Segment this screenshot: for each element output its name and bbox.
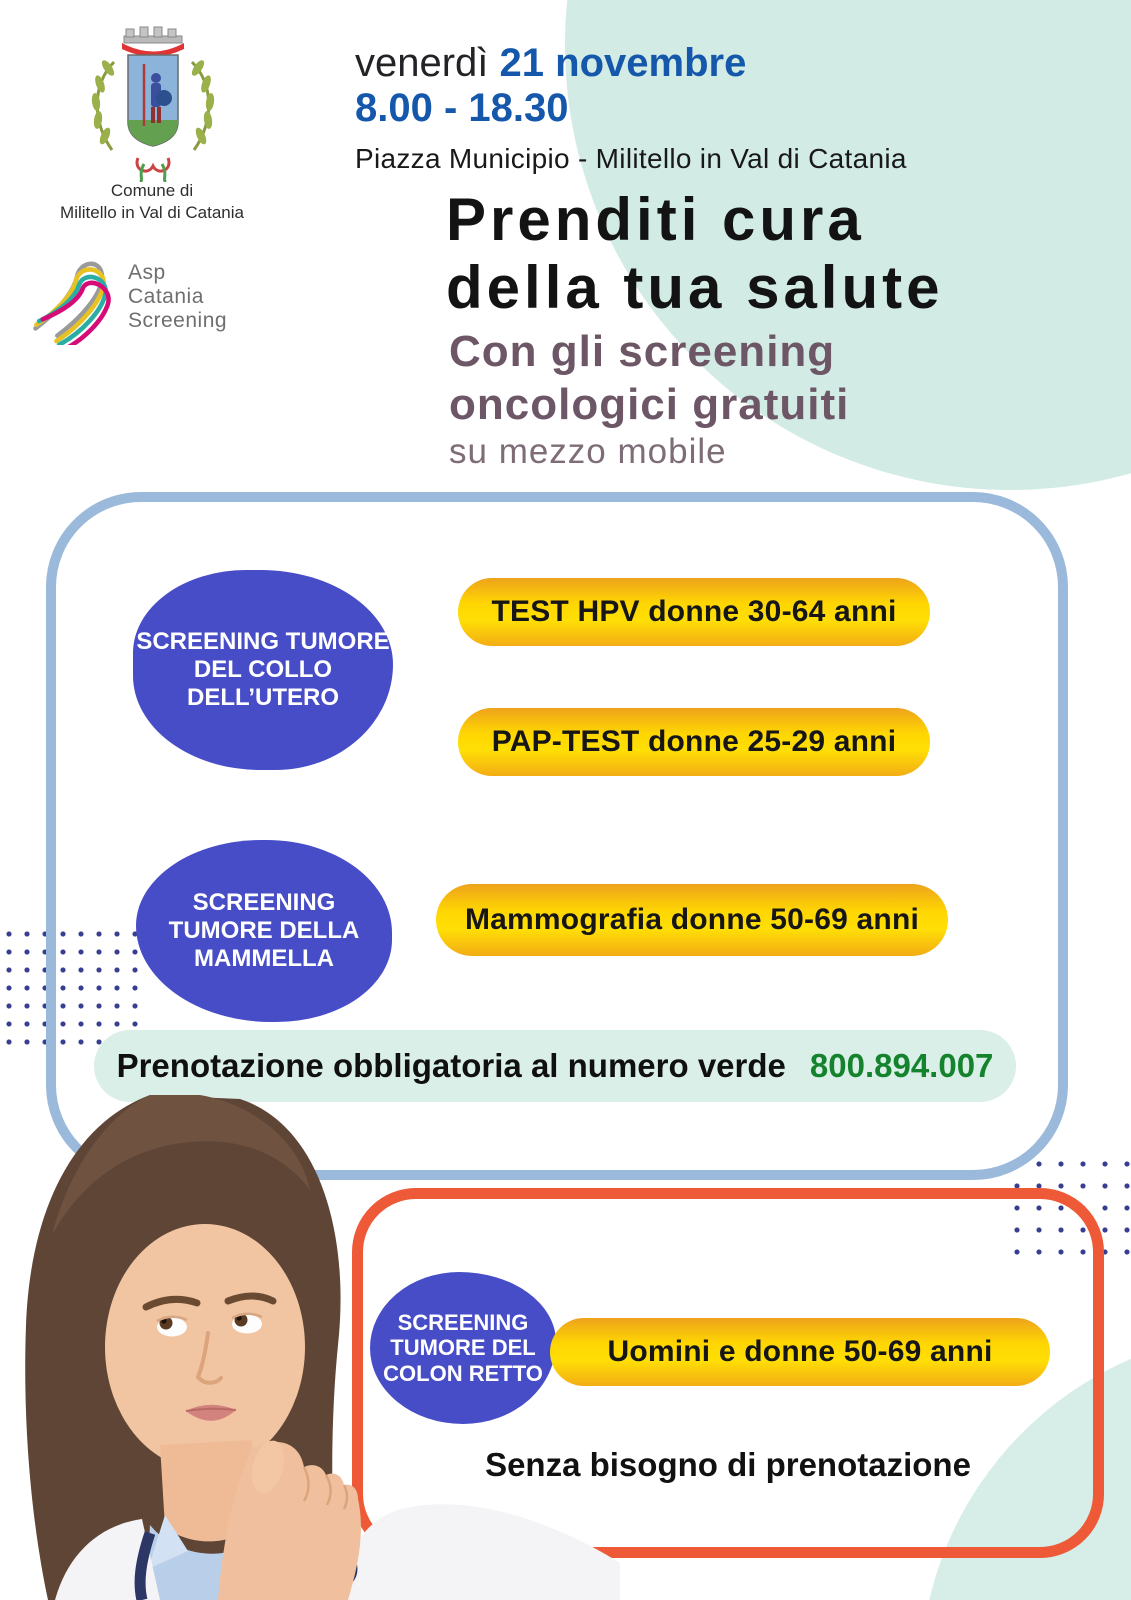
coat-of-arms-icon [78,22,228,182]
booking-phone-number: 800.894.007 [809,1047,994,1084]
cervical-screening-label [133,570,393,770]
poster-subtitle [449,326,849,432]
asp-logo-line3: Screening [128,308,228,332]
title-line2: della tua salute [446,253,944,321]
asp-logo-text [128,261,227,333]
subtitle-line2: oncologici gratuiti [449,379,850,429]
woman-illustration [0,1095,620,1600]
hpv-test-pill [458,578,930,646]
comune-name-line2: Militello in Val di Catania [60,203,244,223]
awareness-ribbon-icon [30,250,130,345]
colorectal-label-line1: SCREENING [397,1309,529,1335]
event-date: 21 novembre [499,41,747,85]
mammography-pill [436,884,948,956]
event-day-date [355,42,907,85]
asp-logo-line2: Catania [128,284,204,308]
event-time: 8.00 - 18.30 [355,86,569,131]
subtitle-mobile-unit: su mezzo mobile [449,432,727,471]
colorectal-audience-pill [550,1318,1050,1386]
poster-title [446,186,943,322]
comune-coat-of-arms-logo [78,22,228,182]
subtitle-line1: Con gli screening [449,327,836,376]
colorectal-label-line3: COLON RETTO [383,1360,543,1386]
booking-text: Prenotazione obbligatoria al numero verde [116,1047,786,1084]
event-day: venerdì [355,41,489,85]
colorectal-label-line2: TUMORE DEL [390,1335,536,1361]
cervical-label-line1: SCREENING TUMORE [136,628,390,656]
asp-screening-logo [30,250,130,350]
colorectal-audience-text: Uomini e donne 50-69 anni [607,1335,993,1368]
breast-label-line2: TUMORE DELLA [168,917,360,945]
event-location: Piazza Municipio - Militello in Val di Catania [355,143,907,175]
cervical-label-line2: DEL COLLO DELL’UTERO [186,656,339,711]
comune-name [22,180,282,225]
event-info [355,42,907,175]
asp-logo-line1: Asp [128,261,166,284]
pap-test-text: PAP-TEST donne 25-29 anni [491,725,897,758]
booking-bar [94,1030,1016,1102]
breast-label-line3: MAMMELLA [194,944,334,972]
no-booking-note: Senza bisogno di prenotazione [485,1446,971,1483]
pap-test-pill [458,708,930,776]
title-line1: Prenditi cura [446,186,865,253]
thinking-doctor-photo [0,1095,620,1600]
mammography-text: Mammografia donne 50-69 anni [464,903,920,936]
hpv-test-text: TEST HPV donne 30-64 anni [491,595,897,628]
comune-name-line1: Comune di [110,181,194,200]
breast-label-line1: SCREENING [192,889,336,917]
